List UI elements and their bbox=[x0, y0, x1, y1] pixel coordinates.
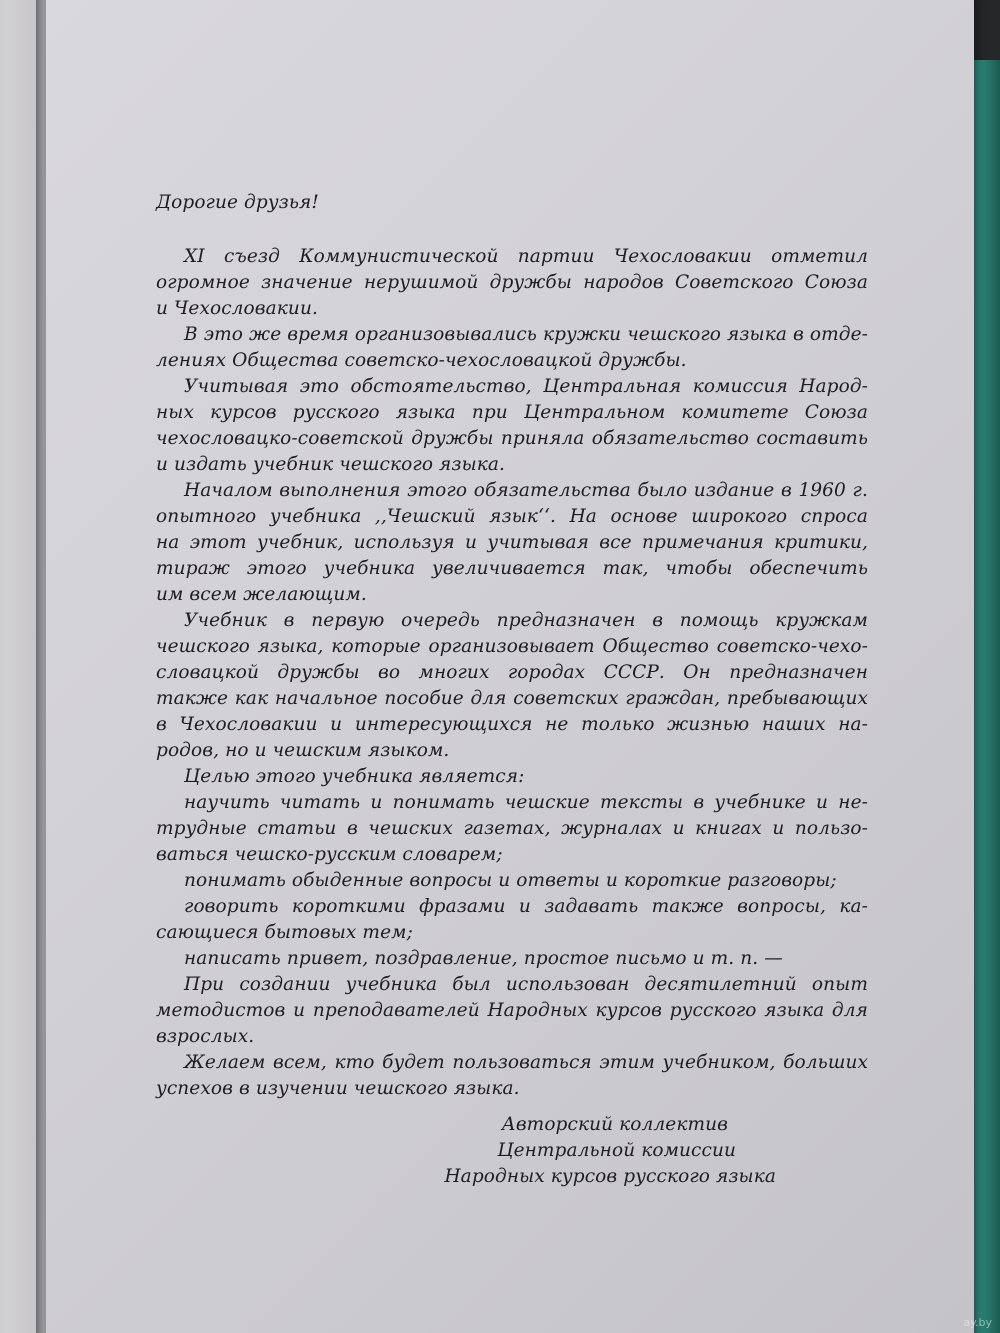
text-line: написать привет, поздравление, простое письмо и т. п. — bbox=[184, 948, 783, 969]
text-line: в Чехословакии и интересующихся не только жизнью наших на- bbox=[156, 714, 868, 735]
text-line: и издать учебник чешского языка. bbox=[156, 454, 506, 475]
text-line: При создании учебника был использован десятилетний опыт bbox=[184, 974, 868, 995]
letter-body bbox=[128, 244, 868, 1102]
letter-paragraph bbox=[128, 764, 868, 790]
letter-paragraph bbox=[128, 894, 868, 946]
letter-text bbox=[128, 190, 868, 1190]
text-line: родов, но и чешским языком. bbox=[156, 740, 450, 761]
text-line: чехословацко-советской дружбы приняла обязательство составить bbox=[156, 428, 868, 449]
letter-paragraph bbox=[128, 1050, 868, 1102]
signature-line: Народных курсов русского языка bbox=[444, 1166, 776, 1187]
text-line: говорить короткими фразами и задавать также вопросы, ка- bbox=[184, 896, 868, 917]
text-line: методистов и преподавателей Народных курсов русского языка для bbox=[156, 1000, 868, 1021]
letter-paragraph bbox=[128, 244, 868, 322]
letter-paragraph bbox=[128, 868, 868, 894]
text-line: понимать обыденные вопросы и ответы и короткие разговоры; bbox=[184, 870, 837, 891]
text-line: ваться чешско-русским словарем; bbox=[156, 844, 503, 865]
text-line: трудные статьи в чешских газетах, журналах и книгах и пользо- bbox=[156, 818, 868, 839]
letter-paragraph bbox=[128, 946, 868, 972]
text-line: Учитывая это обстоятельство, Центральная комиссия Народ- bbox=[184, 376, 868, 397]
text-line: взрослых. bbox=[156, 1026, 255, 1047]
text-line: В это же время организовывались кружки чешского языка в отде- bbox=[184, 324, 868, 345]
letter-greeting: Дорогие друзья! bbox=[156, 192, 319, 213]
watermark: ay.by bbox=[963, 1316, 992, 1329]
text-line: чешского языка, которые организовывает Общество советско-чехо- bbox=[156, 636, 868, 657]
letter-signature bbox=[128, 1112, 868, 1190]
text-line: сающиеся бытовых тем; bbox=[156, 922, 413, 943]
text-line: Целью этого учебника является: bbox=[184, 766, 525, 787]
letter-paragraph bbox=[128, 972, 868, 1050]
letter-paragraph bbox=[128, 478, 868, 608]
text-line: лениях Общества советско-чехословацкой дружбы. bbox=[156, 350, 687, 371]
text-line: Учебник в первую очередь предназначен в помощь кружкам bbox=[184, 610, 868, 631]
text-line: и Чехословакии. bbox=[156, 298, 318, 319]
text-line: научить читать и понимать чешские тексты в учебнике и не- bbox=[184, 792, 868, 813]
text-line: Началом выполнения этого обязательства было издание в 1960 г. bbox=[184, 480, 868, 501]
book-page bbox=[46, 0, 974, 1333]
signature-line: Центральной комиссии bbox=[497, 1140, 736, 1161]
letter-paragraph bbox=[128, 322, 868, 374]
signature-line: Авторский коллектив bbox=[501, 1114, 728, 1135]
letter-paragraph bbox=[128, 374, 868, 478]
previous-page-edge bbox=[0, 0, 38, 1333]
letter-paragraph bbox=[128, 608, 868, 764]
letter-paragraph bbox=[128, 790, 868, 868]
text-line: также как начальное пособие для советских граждан, пребывающих bbox=[156, 688, 868, 709]
text-line: им всем желающим. bbox=[156, 584, 367, 605]
text-line: Желаем всем, кто будет пользоваться этим учебником, больших bbox=[184, 1052, 868, 1073]
text-line: ных курсов русского языка при Центральном комитете Союза bbox=[156, 402, 868, 423]
text-line: опытного учебника ,,Чешский язык‘‘. На основе широкого спроса bbox=[156, 506, 868, 527]
text-line: словацкой дружбы во многих городах СССР. Он предназначен bbox=[156, 662, 868, 683]
text-line: успехов в изучении чешского языка. bbox=[156, 1078, 520, 1099]
text-line: тираж этого учебника увеличивается так, чтобы обеспечить bbox=[156, 558, 868, 579]
text-line: огромное значение нерушимой дружбы народов Советского Союза bbox=[156, 272, 868, 293]
text-line: на этот учебник, используя и учитывая все примечания критики, bbox=[156, 532, 868, 553]
text-line: XI съезд Коммунистической партии Чехословакии отметил bbox=[184, 246, 868, 267]
